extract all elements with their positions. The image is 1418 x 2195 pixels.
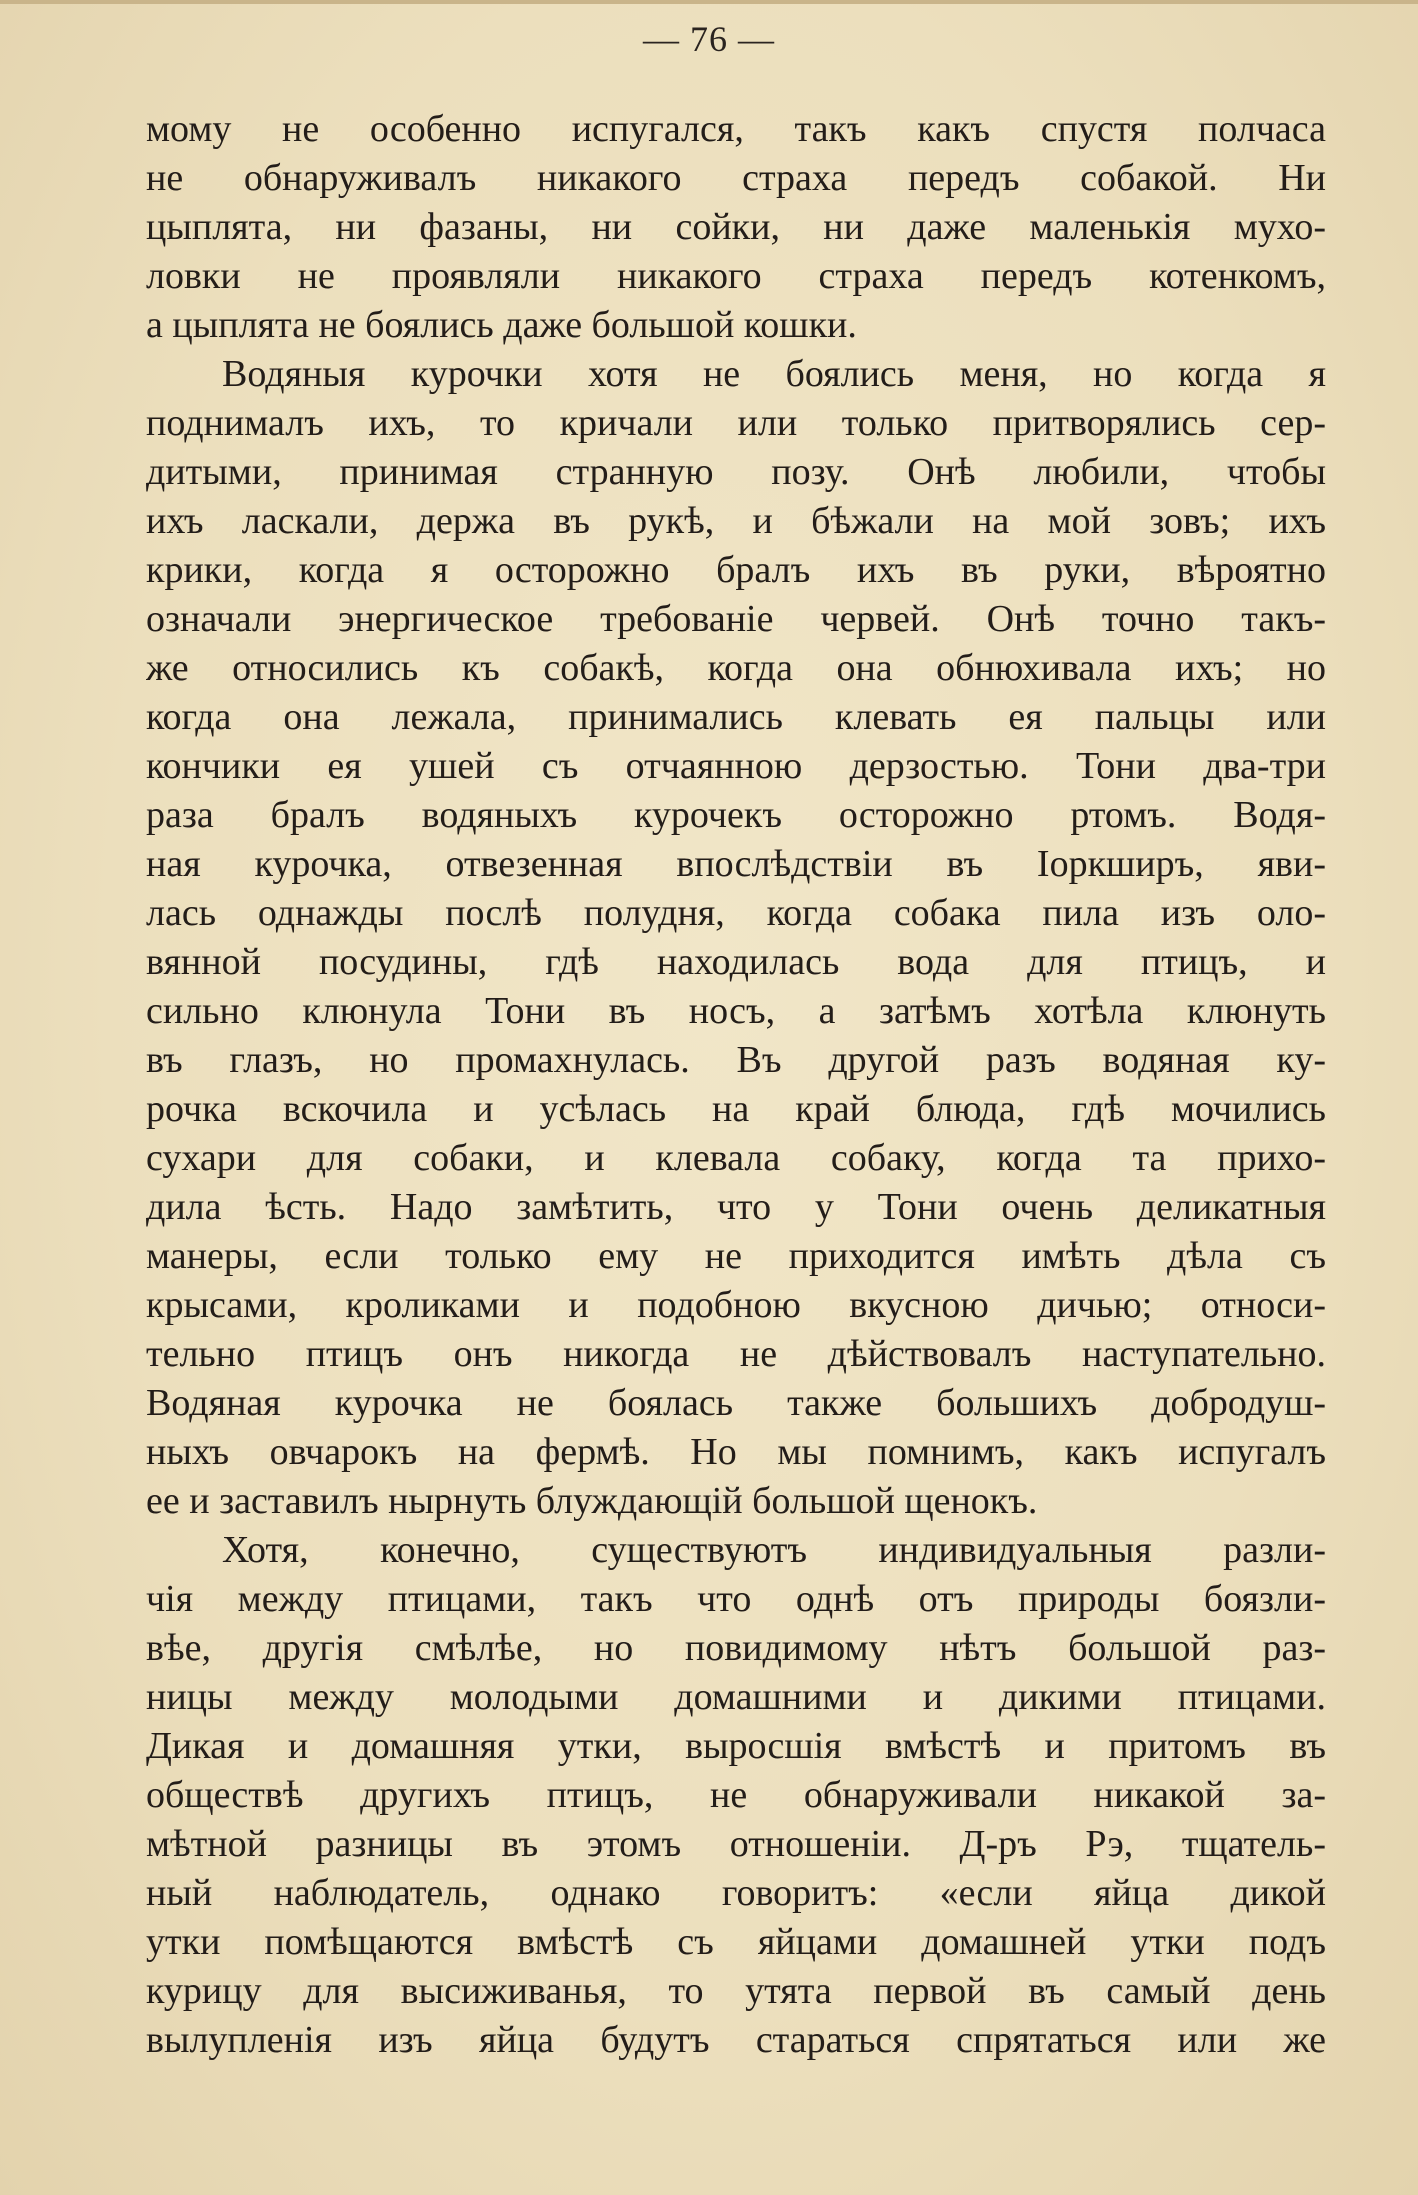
- text-line: кончики ея ушей съ отчаянною дерзостью. Тони два-три: [146, 745, 1326, 787]
- text-line: ный наблюдатель, однако говоритъ: «если яйца дикой: [146, 1872, 1326, 1914]
- text-line: крысами, кроликами и подобною вкусною дичью; относи-: [146, 1284, 1326, 1326]
- text-line: рочка вскочила и усѣлась на край блюда, гдѣ мочились: [146, 1088, 1326, 1130]
- text-line: лась однажды послѣ полудня, когда собака пила изъ оло-: [146, 892, 1326, 934]
- text-line: Водяная курочка не боялась также большихъ добродуш-: [146, 1382, 1326, 1424]
- body-text: [146, 105, 1326, 2065]
- text-line: сильно клюнула Тони въ носъ, а затѣмъ хотѣла клюнуть: [146, 990, 1326, 1032]
- text-line: ловки не проявляли никакого страха передъ котенкомъ,: [146, 255, 1326, 297]
- text-line: манеры, если только ему не приходится имѣть дѣла съ: [146, 1235, 1326, 1277]
- text-line: сухари для собаки, и клевала собаку, когда та прихо-: [146, 1137, 1326, 1179]
- text-line: ее и заставилъ нырнуть блуждающій большой щенокъ.: [146, 1480, 1038, 1522]
- text-line: крики, когда я осторожно бралъ ихъ въ руки, вѣроятно: [146, 549, 1326, 591]
- text-line: въ глазъ, но промахнулась. Въ другой разъ водяная ку-: [146, 1039, 1326, 1081]
- text-line: тельно птицъ онъ никогда не дѣйствовалъ наступательно.: [146, 1333, 1326, 1375]
- text-line: ныхъ овчарокъ на фермѣ. Но мы помнимъ, какъ испугалъ: [146, 1431, 1326, 1473]
- text-line: не обнаруживалъ никакого страха передъ собакой. Ни: [146, 157, 1326, 199]
- text-line: обществѣ другихъ птицъ, не обнаруживали никакой за-: [146, 1774, 1326, 1816]
- page-number: — 76 —: [643, 19, 775, 59]
- text-line: поднималъ ихъ, то кричали или только притворялись сер-: [146, 402, 1326, 444]
- text-line: а цыплята не боялись даже большой кошки.: [146, 304, 857, 346]
- text-line: раза бралъ водяныхъ курочекъ осторожно ртомъ. Водя-: [146, 794, 1326, 836]
- text-line: дитыми, принимая странную позу. Онѣ любили, чтобы: [146, 451, 1326, 493]
- text-line: утки помѣщаются вмѣстѣ съ яйцами домашней утки подъ: [146, 1921, 1326, 1963]
- text-line: вѣе, другія смѣлѣе, но повидимому нѣтъ большой раз-: [146, 1627, 1326, 1669]
- text-line: ницы между молодыми домашними и дикими птицами.: [146, 1676, 1326, 1718]
- text-line: мѣтной разницы въ этомъ отношеніи. Д-ръ Рэ, тщатель-: [146, 1823, 1326, 1865]
- text-line: мому не особенно испугался, такъ какъ спустя полчаса: [146, 108, 1326, 150]
- text-line: чія между птицами, такъ что однѣ отъ природы боязли-: [146, 1578, 1326, 1620]
- top-edge-rule: [0, 0, 1418, 4]
- text-line: Хотя, конечно, существуютъ индивидуальныя разли-: [222, 1529, 1326, 1571]
- text-line: цыплята, ни фазаны, ни сойки, ни даже маленькія мухо-: [146, 206, 1326, 248]
- text-line: вылупленія изъ яйца будутъ стараться спрятаться или же: [146, 2019, 1326, 2061]
- text-line: же относились къ собакѣ, когда она обнюхивала ихъ; но: [146, 647, 1326, 689]
- text-line: ихъ ласкали, держа въ рукѣ, и бѣжали на мой зовъ; ихъ: [146, 500, 1326, 542]
- text-line: Дикая и домашняя утки, выросшія вмѣстѣ и притомъ въ: [146, 1725, 1326, 1767]
- text-line: когда она лежала, принимались клевать ея пальцы или: [146, 696, 1326, 738]
- text-line: дила ѣсть. Надо замѣтить, что у Тони очень деликатныя: [146, 1186, 1326, 1228]
- text-line: Водяныя курочки хотя не боялись меня, но когда я: [222, 353, 1326, 395]
- text-line: означали энергическое требованіе червей. Онѣ точно такъ-: [146, 598, 1326, 640]
- text-line: вянной посудины, гдѣ находилась вода для птицъ, и: [146, 941, 1326, 983]
- text-line: курицу для высиживанья, то утята первой въ самый день: [146, 1970, 1326, 2012]
- text-line: ная курочка, отвезенная впослѣдствіи въ Іоркширъ, яви-: [146, 843, 1326, 885]
